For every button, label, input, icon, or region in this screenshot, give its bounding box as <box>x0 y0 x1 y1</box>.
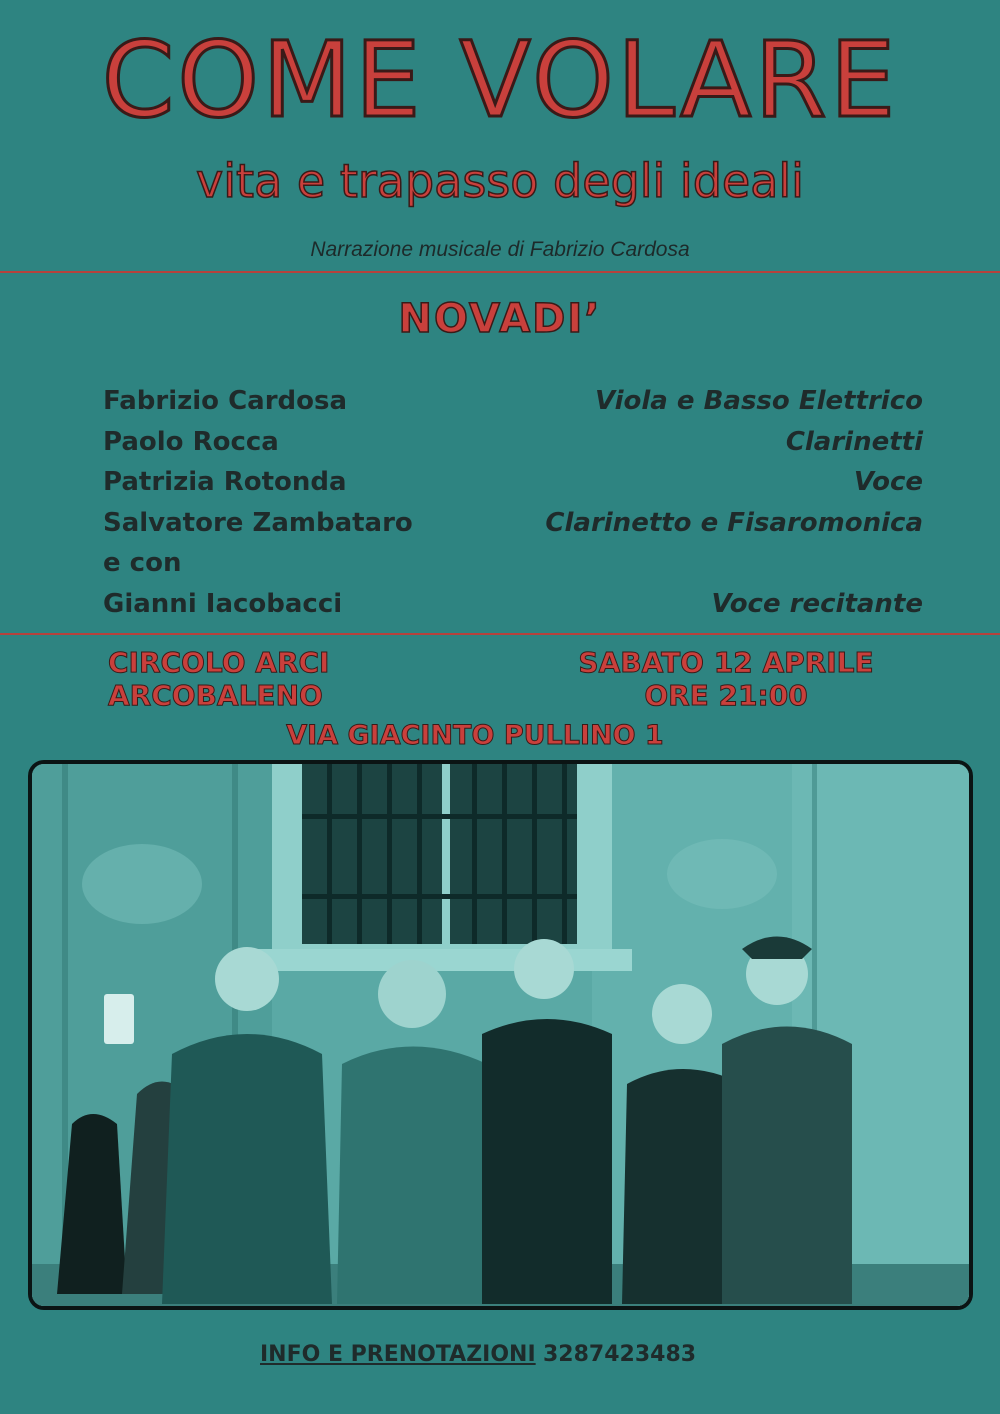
divider-top <box>0 271 1000 273</box>
event-date: SABATO 12 APRILE <box>578 646 874 679</box>
band-name: NOVADI’ <box>398 296 602 342</box>
phone-number: 3287423483 <box>543 1342 697 1367</box>
member-role: Viola e Basso Elettrico <box>594 386 923 416</box>
member-role: Clarinetto e Fisaromonica <box>545 507 923 538</box>
member-row <box>103 386 923 427</box>
member-row <box>103 589 923 630</box>
event-datetime <box>560 646 892 712</box>
poster-title: COME VOLARE <box>101 19 899 141</box>
venue-line-2: ARCOBALENO <box>108 679 323 712</box>
member-row <box>103 427 923 468</box>
member-row <box>103 508 923 549</box>
member-name: Gianni Iacobacci <box>103 588 343 619</box>
venue-address: VIA GIACINTO PULLINO 1 <box>286 720 664 751</box>
member-role: Clarinetti <box>785 426 923 457</box>
narration-credit: Narrazione musicale di Fabrizio Cardosa <box>310 238 690 261</box>
member-row <box>103 548 923 589</box>
member-role: Voce <box>853 467 923 498</box>
member-name: Fabrizio Cardosa <box>103 386 348 416</box>
band-photo <box>28 760 973 1310</box>
info-label: INFO E PRENOTAZIONI <box>260 1342 536 1367</box>
venue-name <box>108 646 329 712</box>
poster-subtitle: vita e trapasso degli ideali <box>196 154 804 208</box>
event-time: ORE 21:00 <box>644 679 808 712</box>
member-name: Salvatore Zambataro <box>103 507 413 538</box>
divider-bottom <box>0 633 1000 635</box>
members-list <box>103 386 923 630</box>
band-photo-illustration <box>32 764 969 1306</box>
member-role: Voce recitante <box>711 588 923 619</box>
member-name: Patrizia Rotonda <box>103 467 347 498</box>
member-name: Paolo Rocca <box>103 426 279 457</box>
member-row <box>103 467 923 508</box>
member-name: e con <box>103 548 182 579</box>
venue-line-1: CIRCOLO ARCI <box>108 646 330 679</box>
